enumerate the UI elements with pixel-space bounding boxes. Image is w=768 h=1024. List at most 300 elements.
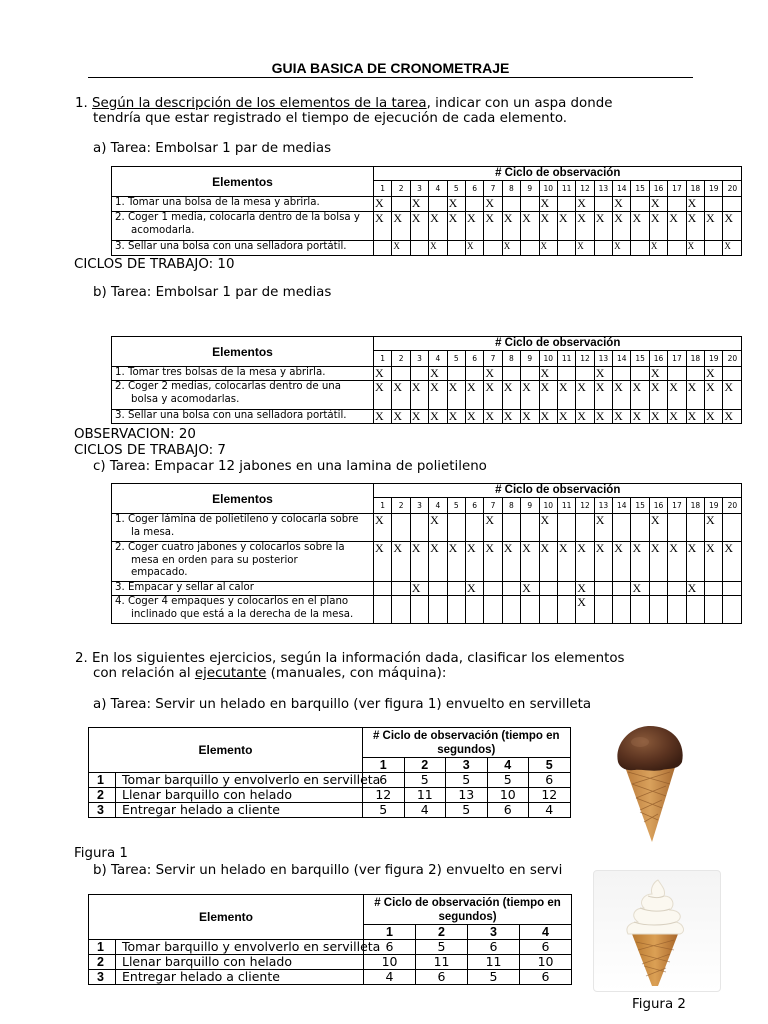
ciclo-tiempo-header: # Ciclo de observación (tiempo en segundos) bbox=[363, 728, 571, 758]
cycle-number: 8 bbox=[502, 498, 520, 514]
empty-cell bbox=[557, 514, 575, 542]
empty-cell bbox=[465, 514, 483, 542]
cycle-number: 6 bbox=[465, 351, 483, 367]
cycle-number: 12 bbox=[576, 181, 594, 197]
empty-cell bbox=[392, 514, 410, 542]
empty-cell bbox=[723, 197, 742, 212]
mark-x: X bbox=[484, 212, 502, 241]
mark-x: X bbox=[649, 381, 667, 410]
mark-x: X bbox=[484, 514, 502, 542]
cycle-number: 18 bbox=[686, 181, 704, 197]
cycle-number: 20 bbox=[723, 181, 742, 197]
cycle-number: 1 bbox=[364, 925, 416, 940]
empty-cell bbox=[668, 514, 686, 542]
mark-x: X bbox=[539, 381, 557, 410]
mark-x: X bbox=[594, 514, 612, 542]
mark-x: X bbox=[374, 197, 392, 212]
mark-x: X bbox=[465, 542, 483, 582]
cycle-number: 19 bbox=[705, 351, 723, 367]
mark-x: X bbox=[613, 212, 631, 241]
observation-table-a bbox=[111, 166, 742, 256]
mark-x: X bbox=[613, 542, 631, 582]
cycle-number: 14 bbox=[613, 181, 631, 197]
mark-x: X bbox=[631, 410, 649, 424]
row-number: 1 bbox=[89, 773, 116, 788]
empty-cell bbox=[374, 582, 392, 596]
task-c-label: c) Tarea: Empacar 12 jabones en una lamina de polietileno bbox=[93, 459, 487, 474]
cycle-number: 7 bbox=[484, 498, 502, 514]
time-table-b bbox=[88, 894, 572, 985]
empty-cell bbox=[521, 241, 539, 256]
mark-x: X bbox=[447, 542, 465, 582]
element-description bbox=[112, 582, 374, 596]
mark-x: X bbox=[723, 542, 742, 582]
cycle-number: 12 bbox=[576, 498, 594, 514]
cycle-number: 16 bbox=[649, 351, 667, 367]
empty-cell bbox=[668, 197, 686, 212]
element-line: empacado. bbox=[131, 567, 188, 578]
mark-x: X bbox=[484, 197, 502, 212]
element-line: 3. Sellar una bolsa con una selladora portátil. bbox=[115, 410, 347, 421]
time-value: 6 bbox=[520, 940, 572, 955]
cycle-number: 15 bbox=[631, 498, 649, 514]
mark-x: X bbox=[649, 542, 667, 582]
mark-x: X bbox=[484, 381, 502, 410]
cycle-number: 4 bbox=[429, 351, 447, 367]
mark-x: X bbox=[576, 381, 594, 410]
mark-x: X bbox=[410, 381, 428, 410]
task-b-note-ciclos: CICLOS DE TRABAJO: 7 bbox=[74, 443, 226, 458]
cycle-number: 14 bbox=[613, 351, 631, 367]
mark-x: X bbox=[723, 410, 742, 424]
time-row bbox=[89, 940, 572, 955]
cycle-number: 2 bbox=[392, 351, 410, 367]
time-value: 4 bbox=[364, 970, 416, 985]
time-value: 5 bbox=[446, 773, 488, 788]
cycle-number: 15 bbox=[631, 181, 649, 197]
mark-x: X bbox=[539, 197, 557, 212]
mark-x: X bbox=[613, 241, 631, 256]
element-line: 2. Coger 1 media, colocarla dentro de la bolsa y bbox=[115, 212, 360, 223]
time-value: 6 bbox=[487, 803, 529, 818]
empty-cell bbox=[392, 596, 410, 624]
page-title: GUIA BASICA DE CRONOMETRAJE bbox=[88, 60, 693, 78]
empty-cell bbox=[447, 367, 465, 381]
mark-x: X bbox=[392, 212, 410, 241]
mark-x: X bbox=[686, 197, 704, 212]
mark-x: X bbox=[594, 367, 612, 381]
cycle-number: 19 bbox=[705, 498, 723, 514]
empty-cell bbox=[465, 596, 483, 624]
empty-cell bbox=[594, 241, 612, 256]
cycle-number: 5 bbox=[447, 351, 465, 367]
empty-cell bbox=[613, 582, 631, 596]
cycle-number: 9 bbox=[521, 498, 539, 514]
mark-x: X bbox=[484, 542, 502, 582]
cycle-number: 13 bbox=[594, 181, 612, 197]
ciclo-tiempo-header: # Ciclo de observación (tiempo en segundos) bbox=[364, 895, 572, 925]
cycle-number: 8 bbox=[502, 351, 520, 367]
mark-x: X bbox=[668, 410, 686, 424]
cycle-number: 12 bbox=[576, 351, 594, 367]
mark-x: X bbox=[613, 197, 631, 212]
question-1-number: 1. bbox=[75, 96, 88, 111]
time-row bbox=[89, 955, 572, 970]
mark-x: X bbox=[465, 381, 483, 410]
cycle-number: 11 bbox=[557, 181, 575, 197]
mark-x: X bbox=[447, 381, 465, 410]
empty-cell bbox=[374, 596, 392, 624]
time-value: 11 bbox=[468, 955, 520, 970]
empty-cell bbox=[502, 596, 520, 624]
mark-x: X bbox=[484, 410, 502, 424]
element-row bbox=[112, 596, 742, 624]
cycle-number: 19 bbox=[705, 181, 723, 197]
mark-x: X bbox=[410, 542, 428, 582]
empty-cell bbox=[649, 582, 667, 596]
mark-x: X bbox=[465, 241, 483, 256]
empty-cell bbox=[465, 197, 483, 212]
mark-x: X bbox=[521, 212, 539, 241]
time-value: 10 bbox=[520, 955, 572, 970]
mark-x: X bbox=[447, 212, 465, 241]
cycle-number: 3 bbox=[410, 351, 428, 367]
ciclo-observacion-header: # Ciclo de observación bbox=[374, 167, 742, 181]
element-row bbox=[112, 542, 742, 582]
empty-cell bbox=[557, 367, 575, 381]
mark-x: X bbox=[410, 212, 428, 241]
cycle-number: 6 bbox=[465, 181, 483, 197]
mark-x: X bbox=[429, 241, 447, 256]
element-description bbox=[112, 241, 374, 256]
time-value: 5 bbox=[416, 940, 468, 955]
mark-x: X bbox=[465, 582, 483, 596]
mark-x: X bbox=[576, 542, 594, 582]
mark-x: X bbox=[705, 367, 723, 381]
mark-x: X bbox=[705, 410, 723, 424]
mark-x: X bbox=[539, 410, 557, 424]
mark-x: X bbox=[502, 241, 520, 256]
mark-x: X bbox=[686, 410, 704, 424]
cycle-number: 2 bbox=[404, 758, 446, 773]
figure-1-caption: Figura 1 bbox=[74, 846, 128, 861]
empty-cell bbox=[429, 582, 447, 596]
elementos-header: Elementos bbox=[112, 167, 374, 197]
empty-cell bbox=[521, 596, 539, 624]
mark-x: X bbox=[447, 410, 465, 424]
mark-x: X bbox=[594, 381, 612, 410]
empty-cell bbox=[521, 367, 539, 381]
cycle-number: 11 bbox=[557, 498, 575, 514]
mark-x: X bbox=[649, 212, 667, 241]
empty-cell bbox=[613, 514, 631, 542]
mark-x: X bbox=[429, 381, 447, 410]
empty-cell bbox=[539, 582, 557, 596]
cycle-number: 13 bbox=[594, 351, 612, 367]
element-line: la mesa. bbox=[131, 526, 175, 538]
empty-cell bbox=[686, 514, 704, 542]
cycle-number: 16 bbox=[649, 181, 667, 197]
time-value: 5 bbox=[404, 773, 446, 788]
cycle-number: 20 bbox=[723, 351, 742, 367]
time-row bbox=[89, 970, 572, 985]
empty-cell bbox=[594, 582, 612, 596]
mark-x: X bbox=[668, 381, 686, 410]
element-name: Llenar barquillo con helado bbox=[116, 788, 363, 803]
time-row bbox=[89, 803, 571, 818]
ciclo-observacion-header: # Ciclo de observación bbox=[374, 337, 742, 351]
mark-x: X bbox=[649, 367, 667, 381]
cycle-number: 17 bbox=[668, 351, 686, 367]
cycle-number: 16 bbox=[649, 498, 667, 514]
elementos-header: Elementos bbox=[112, 337, 374, 367]
empty-cell bbox=[668, 596, 686, 624]
empty-cell bbox=[484, 596, 502, 624]
cycle-number: 4 bbox=[520, 925, 572, 940]
cycle-number: 17 bbox=[668, 498, 686, 514]
mark-x: X bbox=[594, 542, 612, 582]
empty-cell bbox=[631, 197, 649, 212]
element-row bbox=[112, 197, 742, 212]
empty-cell bbox=[668, 367, 686, 381]
exercise-a-label: a) Tarea: Servir un helado en barquillo (ver figura 1) envuelto en servilleta bbox=[93, 697, 592, 712]
mark-x: X bbox=[631, 582, 649, 596]
row-number: 1 bbox=[89, 940, 116, 955]
cycle-number: 13 bbox=[594, 498, 612, 514]
question-2-line-2-pre: con relación al bbox=[93, 666, 195, 681]
element-name: Tomar barquillo y envolverlo en servilleta bbox=[116, 940, 364, 955]
mark-x: X bbox=[429, 212, 447, 241]
empty-cell bbox=[502, 367, 520, 381]
time-value: 6 bbox=[468, 940, 520, 955]
mark-x: X bbox=[705, 381, 723, 410]
mark-x: X bbox=[705, 212, 723, 241]
time-value: 4 bbox=[404, 803, 446, 818]
mark-x: X bbox=[613, 381, 631, 410]
time-value: 5 bbox=[446, 803, 488, 818]
question-2-number: 2. bbox=[75, 651, 88, 666]
soft-serve-vanilla-cone-image bbox=[618, 876, 692, 988]
cycle-number: 5 bbox=[447, 498, 465, 514]
mark-x: X bbox=[502, 381, 520, 410]
mark-x: X bbox=[686, 582, 704, 596]
question-1-line-1 bbox=[75, 96, 612, 111]
task-a-label: a) Tarea: Embolsar 1 par de medias bbox=[93, 141, 332, 156]
question-2-line-2 bbox=[93, 666, 446, 681]
elementos-header: Elementos bbox=[112, 484, 374, 514]
task-b-note-observacion: OBSERVACION: 20 bbox=[74, 427, 196, 442]
mark-x: X bbox=[686, 212, 704, 241]
time-table-a bbox=[88, 727, 571, 818]
time-value: 6 bbox=[364, 940, 416, 955]
cycle-number: 17 bbox=[668, 181, 686, 197]
element-line: bolsa y acomodarlas. bbox=[131, 393, 240, 405]
ciclo-observacion-header: # Ciclo de observación bbox=[374, 484, 742, 498]
empty-cell bbox=[723, 596, 742, 624]
time-row bbox=[89, 773, 571, 788]
question-1-line-2: tendría que estar registrado el tiempo de ejecución de cada elemento. bbox=[93, 111, 568, 126]
mark-x: X bbox=[410, 197, 428, 212]
element-name: Tomar barquillo y envolverlo en servilleta bbox=[116, 773, 363, 788]
mark-x: X bbox=[374, 410, 392, 424]
time-row bbox=[89, 788, 571, 803]
empty-cell bbox=[594, 596, 612, 624]
mark-x: X bbox=[723, 381, 742, 410]
cycle-number: 4 bbox=[429, 181, 447, 197]
mark-x: X bbox=[447, 197, 465, 212]
empty-cell bbox=[557, 197, 575, 212]
time-value: 10 bbox=[487, 788, 529, 803]
mark-x: X bbox=[374, 367, 392, 381]
mark-x: X bbox=[429, 542, 447, 582]
empty-cell bbox=[410, 596, 428, 624]
empty-cell bbox=[447, 241, 465, 256]
element-description bbox=[112, 367, 374, 381]
mark-x: X bbox=[410, 582, 428, 596]
mark-x: X bbox=[576, 596, 594, 624]
mark-x: X bbox=[557, 381, 575, 410]
mark-x: X bbox=[631, 212, 649, 241]
cycle-number: 1 bbox=[374, 181, 392, 197]
empty-cell bbox=[705, 197, 723, 212]
empty-cell bbox=[410, 241, 428, 256]
element-row bbox=[112, 410, 742, 424]
element-line: acomodarla. bbox=[131, 224, 195, 236]
mark-x: X bbox=[576, 212, 594, 241]
cycle-number: 7 bbox=[484, 181, 502, 197]
task-b-label: b) Tarea: Embolsar 1 par de medias bbox=[93, 285, 332, 300]
time-value: 5 bbox=[468, 970, 520, 985]
mark-x: X bbox=[392, 241, 410, 256]
element-line: 3. Sellar una bolsa con una selladora portátil. bbox=[115, 241, 347, 252]
mark-x: X bbox=[502, 542, 520, 582]
empty-cell bbox=[374, 241, 392, 256]
time-value: 12 bbox=[529, 788, 571, 803]
element-description bbox=[112, 197, 374, 212]
element-line: 1. Coger lámina de polietileno y colocarla sobre bbox=[115, 514, 359, 525]
mark-x: X bbox=[631, 381, 649, 410]
element-name: Entregar helado a cliente bbox=[116, 970, 364, 985]
cycle-number: 2 bbox=[392, 181, 410, 197]
elemento-header: Elemento bbox=[89, 728, 363, 773]
cycle-number: 1 bbox=[374, 351, 392, 367]
time-value: 6 bbox=[363, 773, 405, 788]
row-number: 3 bbox=[89, 970, 116, 985]
mark-x: X bbox=[429, 514, 447, 542]
mark-x: X bbox=[576, 410, 594, 424]
mark-x: X bbox=[465, 410, 483, 424]
cycle-number: 11 bbox=[557, 351, 575, 367]
cycle-number: 14 bbox=[613, 498, 631, 514]
time-value: 6 bbox=[520, 970, 572, 985]
element-line: 2. Coger 2 medias, colocarlas dentro de una bbox=[115, 381, 342, 392]
empty-cell bbox=[705, 582, 723, 596]
mark-x: X bbox=[576, 582, 594, 596]
mark-x: X bbox=[429, 410, 447, 424]
element-row bbox=[112, 241, 742, 256]
element-name: Llenar barquillo con helado bbox=[116, 955, 364, 970]
empty-cell bbox=[613, 596, 631, 624]
cycle-number: 20 bbox=[723, 498, 742, 514]
empty-cell bbox=[576, 367, 594, 381]
empty-cell bbox=[668, 241, 686, 256]
mark-x: X bbox=[521, 381, 539, 410]
empty-cell bbox=[631, 514, 649, 542]
time-value: 5 bbox=[363, 803, 405, 818]
empty-cell bbox=[686, 367, 704, 381]
mark-x: X bbox=[521, 582, 539, 596]
element-name: Entregar helado a cliente bbox=[116, 803, 363, 818]
cycle-number: 5 bbox=[447, 181, 465, 197]
element-line: 3. Empacar y sellar al calor bbox=[115, 582, 254, 593]
cycle-number: 7 bbox=[484, 351, 502, 367]
cycle-number: 3 bbox=[410, 181, 428, 197]
empty-cell bbox=[521, 197, 539, 212]
cycle-number: 3 bbox=[446, 758, 488, 773]
mark-x: X bbox=[374, 542, 392, 582]
empty-cell bbox=[557, 596, 575, 624]
observation-table-b bbox=[111, 336, 742, 424]
mark-x: X bbox=[410, 410, 428, 424]
mark-x: X bbox=[668, 212, 686, 241]
cycle-number: 9 bbox=[521, 181, 539, 197]
exercise-b-label: b) Tarea: Servir un helado en barquillo (ver figura 2) envuelto en servi bbox=[93, 863, 563, 878]
mark-x: X bbox=[429, 367, 447, 381]
empty-cell bbox=[705, 241, 723, 256]
mark-x: X bbox=[649, 197, 667, 212]
mark-x: X bbox=[557, 212, 575, 241]
mark-x: X bbox=[649, 514, 667, 542]
empty-cell bbox=[429, 197, 447, 212]
time-value: 12 bbox=[363, 788, 405, 803]
mark-x: X bbox=[723, 212, 742, 241]
mark-x: X bbox=[374, 212, 392, 241]
time-value: 6 bbox=[416, 970, 468, 985]
mark-x: X bbox=[374, 514, 392, 542]
element-description bbox=[112, 542, 374, 582]
element-row bbox=[112, 582, 742, 596]
empty-cell bbox=[410, 514, 428, 542]
cycle-number: 10 bbox=[539, 498, 557, 514]
mark-x: X bbox=[557, 542, 575, 582]
mark-x: X bbox=[649, 241, 667, 256]
time-value: 13 bbox=[446, 788, 488, 803]
mark-x: X bbox=[521, 410, 539, 424]
cycle-number: 3 bbox=[410, 498, 428, 514]
chocolate-ice-cream-cone-image bbox=[612, 722, 688, 844]
cycle-number: 18 bbox=[686, 351, 704, 367]
mark-x: X bbox=[594, 410, 612, 424]
empty-cell bbox=[392, 197, 410, 212]
element-description bbox=[112, 410, 374, 424]
element-description bbox=[112, 514, 374, 542]
empty-cell bbox=[631, 367, 649, 381]
mark-x: X bbox=[484, 367, 502, 381]
mark-x: X bbox=[502, 212, 520, 241]
row-number: 3 bbox=[89, 803, 116, 818]
question-2-text: En los siguientes ejercicios, según la información dada, clasificar los elementos bbox=[92, 651, 625, 666]
element-row bbox=[112, 381, 742, 410]
element-line: 2. Coger cuatro jabones y colocarlos sobre la bbox=[115, 542, 345, 553]
time-value: 6 bbox=[529, 773, 571, 788]
mark-x: X bbox=[392, 410, 410, 424]
elemento-header: Elemento bbox=[89, 895, 364, 940]
time-value: 10 bbox=[364, 955, 416, 970]
element-line: mesa en orden para su posterior bbox=[131, 554, 298, 566]
empty-cell bbox=[502, 582, 520, 596]
row-number: 2 bbox=[89, 955, 116, 970]
mark-x: X bbox=[631, 542, 649, 582]
